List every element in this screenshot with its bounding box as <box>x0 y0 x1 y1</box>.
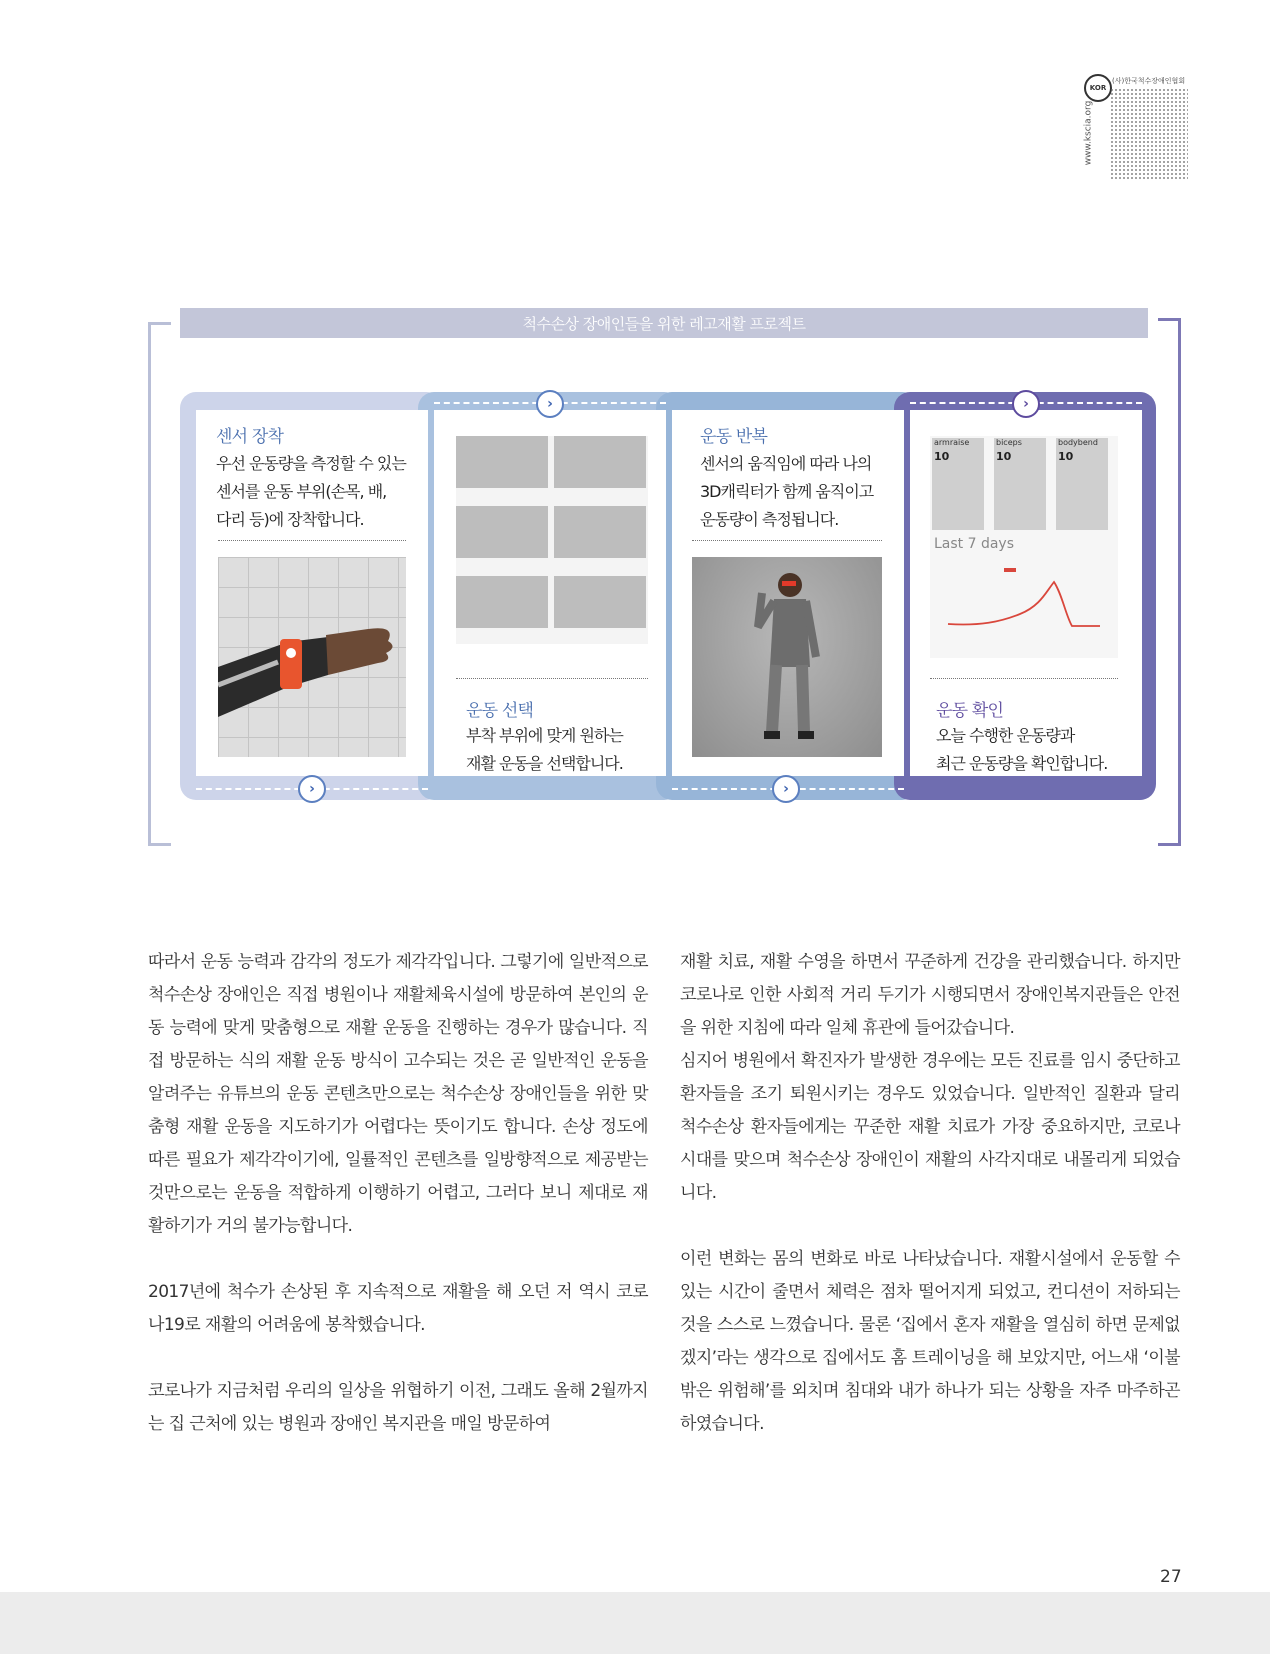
organization-logo <box>1080 70 1190 180</box>
divider <box>930 678 1118 679</box>
stat-label: biceps <box>996 438 1022 447</box>
step-1-desc: 우선 운동량을 측정할 수 있는 센서를 운동 부위(손목, 배, 다리 등)에 장착합니다. <box>216 454 406 529</box>
step-2-title: 운동 선택 <box>466 701 534 721</box>
next-arrow-icon: › <box>772 775 800 803</box>
3d-character-image <box>692 557 882 757</box>
divider <box>218 540 406 541</box>
divider <box>456 678 648 679</box>
body-right-column <box>680 946 1180 1441</box>
step-4-title: 운동 확인 <box>936 701 1004 721</box>
body-left-column <box>148 946 648 1441</box>
paragraph: 심지어 병원에서 확진자가 발생한 경우에는 모든 진료를 임시 중단하고 환자들을 조기 퇴원시키는 경우도 있었습니다. 일반적인 질환과 달리 척수손상 환자들에게는 꾸준한 재활 치료가 가장 중요하지만, 코로나 시대를 맞으며 척수손상 장애인이 재활의 사각지대로 내몰리게 되었습니다. <box>680 1051 1180 1203</box>
website-url: www.kscia.org <box>1083 100 1094 166</box>
left-bracket <box>148 322 171 846</box>
step-2-desc: 부착 부위에 맞게 원하는 재활 운동을 선택합니다. <box>466 726 623 773</box>
organization-name: (사)한국척수장애인협회 <box>1112 77 1186 85</box>
step-3-title: 운동 반복 <box>700 427 768 447</box>
sensor-wrist-image <box>218 557 406 757</box>
stat-label: bodybend <box>1058 438 1098 447</box>
stats-chart-title: Last 7 days <box>934 536 1015 552</box>
right-bracket <box>1158 318 1181 846</box>
paragraph: 2017년에 척수가 손상된 후 지속적으로 재활을 해 오던 저 역시 코로나19로 재활의 어려움에 봉착했습니다. <box>148 1282 648 1335</box>
stats-line-chart <box>930 562 1118 652</box>
kor-badge-icon: KOR <box>1084 74 1112 102</box>
next-arrow-icon: › <box>298 775 326 803</box>
paragraph: 따라서 운동 능력과 감각의 정도가 제각각입니다. 그렇기에 일반적으로 척수손상 장애인은 직접 병원이나 재활체육시설에 방문하여 본인의 운동 능력에 맞게 맞춤형으로 재활 운동을 진행하는 경우가 많습니다. 직접 방문하는 식의 재활 운동 방식이 고수되는 것은 곧 일반적인 운동을 알려주는 유튜브의 운동 콘텐츠만으로는 척수손상 장애인들을 위한 맞춤형 재활 운동을 지도하기가 어렵다는 뜻이기도 합니다. 손상 정도에 따른 필요가 제각각이기에, 일률적인 콘텐츠를 일방향적으로 제공받는 것만으로는 운동을 적합하게 이행하기 어렵고, 그러다 보니 제대로 재활하기가 거의 불가능합니다. <box>148 952 648 1236</box>
stat-count: 10 <box>1058 450 1074 463</box>
page-number: 27 <box>1160 1567 1182 1587</box>
step-3-desc: 센서의 움직임에 따라 나의 3D캐릭터가 함께 움직이고 운동량이 측정됩니다. <box>700 454 874 529</box>
stat-label: armraise <box>934 438 970 447</box>
next-arrow-icon: › <box>1012 390 1040 418</box>
footer-band <box>0 1592 1270 1654</box>
paragraph: 재활 치료, 재활 수영을 하면서 꾸준하게 건강을 관리했습니다. 하지만 코로나로 인한 사회적 거리 두기가 시행되면서 장애인복지관들은 안전을 위한 지침에 따라 일체 휴관에 들어갔습니다. <box>680 952 1180 1038</box>
exercise-stats-image <box>930 436 1118 658</box>
stat-count: 10 <box>934 450 950 463</box>
divider <box>692 540 882 541</box>
step-4-desc: 오늘 수행한 운동량과 최근 운동량을 확인합니다. <box>936 726 1108 773</box>
paragraph: 이런 변화는 몸의 변화로 바로 나타났습니다. 재활시설에서 운동할 수 있는 시간이 줄면서 체력은 점차 떨어지게 되었고, 컨디션이 저하되는 것을 스스로 느꼈습니다. 물론 ‘집에서 혼자 재활을 열심히 하면 문제없겠지’라는 생각으로 집에서도 홈 트레이닝을 해 보았지만, 어느새 ‘이불 밖은 위험해’를 외치며 침대와 내가 하나가 되는 상황을 자주 마주하곤 하였습니다. <box>680 1249 1180 1434</box>
stat-count: 10 <box>996 450 1012 463</box>
paragraph: 코로나가 지금처럼 우리의 일상을 위협하기 이전, 그래도 올해 2월까지는 집 근처에 있는 병원과 장애인 복지관을 매일 방문하여 <box>148 1381 648 1434</box>
step-1-title: 센서 장착 <box>216 427 284 447</box>
qr-code-icon <box>1110 88 1188 180</box>
exercise-select-image <box>456 436 648 644</box>
next-arrow-icon: › <box>536 390 564 418</box>
infographic-title: 척수손상 장애인들을 위한 레고재활 프로젝트 <box>180 308 1148 338</box>
